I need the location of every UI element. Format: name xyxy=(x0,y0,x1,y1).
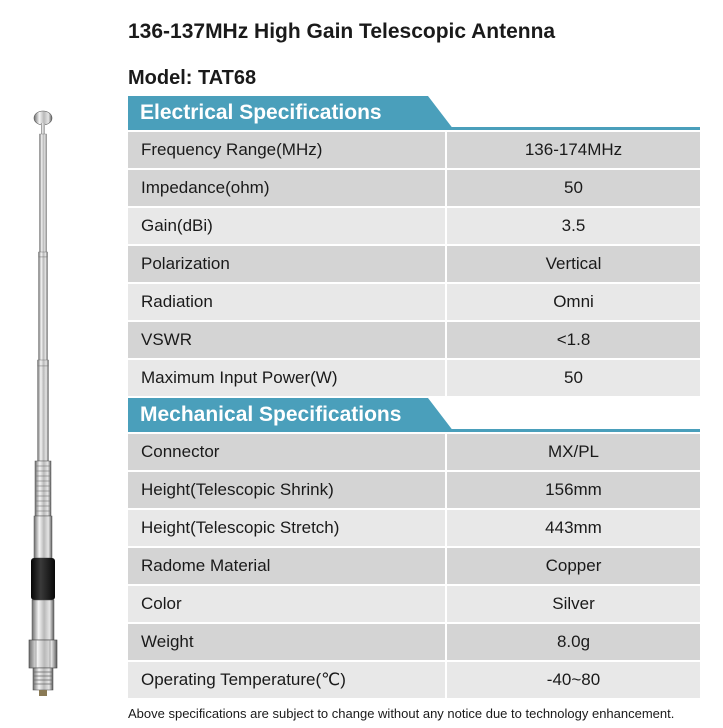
table-row xyxy=(128,472,700,508)
spec-value: Omni xyxy=(447,284,700,320)
table-row xyxy=(128,510,700,546)
spec-value: Copper xyxy=(447,548,700,584)
table-row xyxy=(128,170,700,206)
electrical-section-header xyxy=(128,96,700,130)
spec-value: 3.5 xyxy=(447,208,700,244)
footnote: Above specifications are subject to change without any notice due to technology enhancement. xyxy=(128,706,675,721)
spec-key: Radiation xyxy=(128,284,445,320)
spec-key: Polarization xyxy=(128,246,445,282)
section-rule xyxy=(128,429,700,432)
mechanical-section-title: Mechanical Specifications xyxy=(140,403,402,426)
table-row xyxy=(128,434,700,470)
spec-value: 50 xyxy=(447,360,700,396)
page-title: 136-137MHz High Gain Telescopic Antenna xyxy=(128,20,556,43)
spec-key: Impedance(ohm) xyxy=(128,170,445,206)
table-row xyxy=(128,208,700,244)
spec-value: <1.8 xyxy=(447,322,700,358)
spec-value: Silver xyxy=(447,586,700,622)
table-row xyxy=(128,284,700,320)
table-row xyxy=(128,624,700,660)
spec-value: 156mm xyxy=(447,472,700,508)
mechanical-section-header xyxy=(128,398,700,432)
spec-key: Radome Material xyxy=(128,548,445,584)
spec-value: -40~80 xyxy=(447,662,700,698)
spec-value: 136-174MHz xyxy=(447,132,700,168)
spec-value: 8.0g xyxy=(447,624,700,660)
electrical-section-title: Electrical Specifications xyxy=(140,101,382,124)
spec-value: 443mm xyxy=(447,510,700,546)
spec-key: Gain(dBi) xyxy=(128,208,445,244)
spec-key: Frequency Range(MHz) xyxy=(128,132,445,168)
section-rule xyxy=(128,127,700,130)
table-row xyxy=(128,586,700,622)
antenna-image xyxy=(18,108,78,698)
spec-key: VSWR xyxy=(128,322,445,358)
table-row xyxy=(128,246,700,282)
spec-key: Weight xyxy=(128,624,445,660)
spec-key: Maximum Input Power(W) xyxy=(128,360,445,396)
spec-key: Color xyxy=(128,586,445,622)
mechanical-spec-table xyxy=(128,434,700,700)
spec-key: Connector xyxy=(128,434,445,470)
spec-key: Height(Telescopic Shrink) xyxy=(128,472,445,508)
table-row xyxy=(128,548,700,584)
spec-value: MX/PL xyxy=(447,434,700,470)
table-row xyxy=(128,132,700,168)
model-label: Model: TAT68 xyxy=(128,67,257,89)
electrical-spec-table xyxy=(128,132,700,398)
spec-value: Vertical xyxy=(447,246,700,282)
spec-key: Height(Telescopic Stretch) xyxy=(128,510,445,546)
table-row xyxy=(128,360,700,396)
spec-key: Operating Temperature(℃) xyxy=(128,662,445,698)
table-row xyxy=(128,322,700,358)
spec-value: 50 xyxy=(447,170,700,206)
table-row xyxy=(128,662,700,698)
